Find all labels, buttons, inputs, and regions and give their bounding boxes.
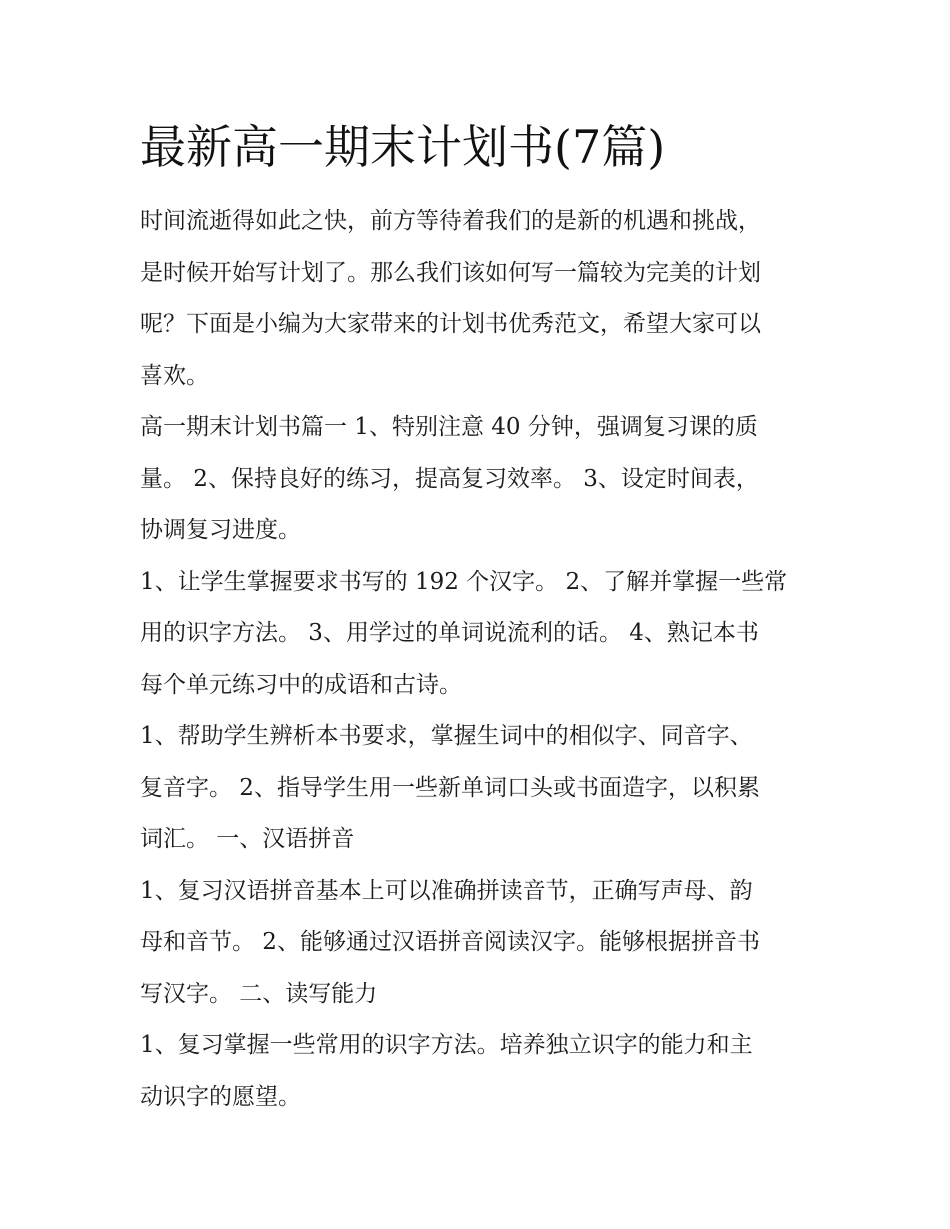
paragraph-intro bbox=[140, 196, 820, 402]
paragraph-line: 量。 2、保持良好的练习，提高复习效率。 3、设定时间表， bbox=[140, 465, 759, 492]
paragraph-line: 高一期末计划书篇一 1、特别注意 40 分钟，强调复习课的质 bbox=[140, 414, 758, 440]
paragraph-line: 喜欢。 bbox=[140, 362, 209, 389]
paragraph-line: 1、帮助学生辨析本书要求，掌握生词中的相似字、同音字、 bbox=[140, 723, 753, 749]
document-title: 最新高一期末计划书(7篇) bbox=[140, 120, 666, 174]
paragraph-line: 动识字的愿望。 bbox=[140, 1083, 301, 1110]
paragraph-line: 复音字。 2、指导学生用一些新单词口头或书面造字，以积累 bbox=[140, 774, 760, 801]
paragraph-line: 呢？下面是小编为大家带来的计划书优秀范文，希望大家可以 bbox=[140, 311, 761, 337]
paragraph-line: 用的识字方法。 3、用学过的单词说流利的话。 4、熟记本书 bbox=[140, 620, 759, 646]
paragraph-line: 1、复习掌握一些常用的识字方法。培养独立识字的能力和主 bbox=[140, 1032, 753, 1058]
paragraph-line: 1、让学生掌握要求书写的 192 个汉字。 2、了解并掌握一些常 bbox=[140, 568, 788, 595]
paragraph-line: 写汉字。 二、读写能力 bbox=[140, 980, 378, 1007]
paragraph-line: 每个单元练习中的成语和古诗。 bbox=[140, 671, 462, 698]
paragraph-line: 1、复习汉语拼音基本上可以准确拼读音节，正确写声母、韵 bbox=[140, 877, 753, 904]
paragraph-pinyin bbox=[140, 866, 820, 1021]
paragraph-line: 词汇。 一、汉语拼音 bbox=[140, 826, 355, 852]
paragraph-line: 时间流逝得如此之快，前方等待着我们的是新的机遇和挑战， bbox=[140, 208, 761, 234]
paragraph-literacy bbox=[140, 1020, 820, 1123]
paragraph-plan-one bbox=[140, 402, 820, 557]
document-body bbox=[140, 196, 820, 1123]
paragraph-line: 母和音节。 2、能够通过汉语拼音阅读汉字。能够根据拼音书 bbox=[140, 929, 760, 955]
paragraph-line: 是时候开始写计划了。那么我们该如何写一篇较为完美的计划 bbox=[140, 259, 761, 286]
paragraph-line: 协调复习进度。 bbox=[140, 517, 301, 543]
paragraph-characters bbox=[140, 557, 820, 712]
paragraph-vocabulary bbox=[140, 711, 820, 866]
